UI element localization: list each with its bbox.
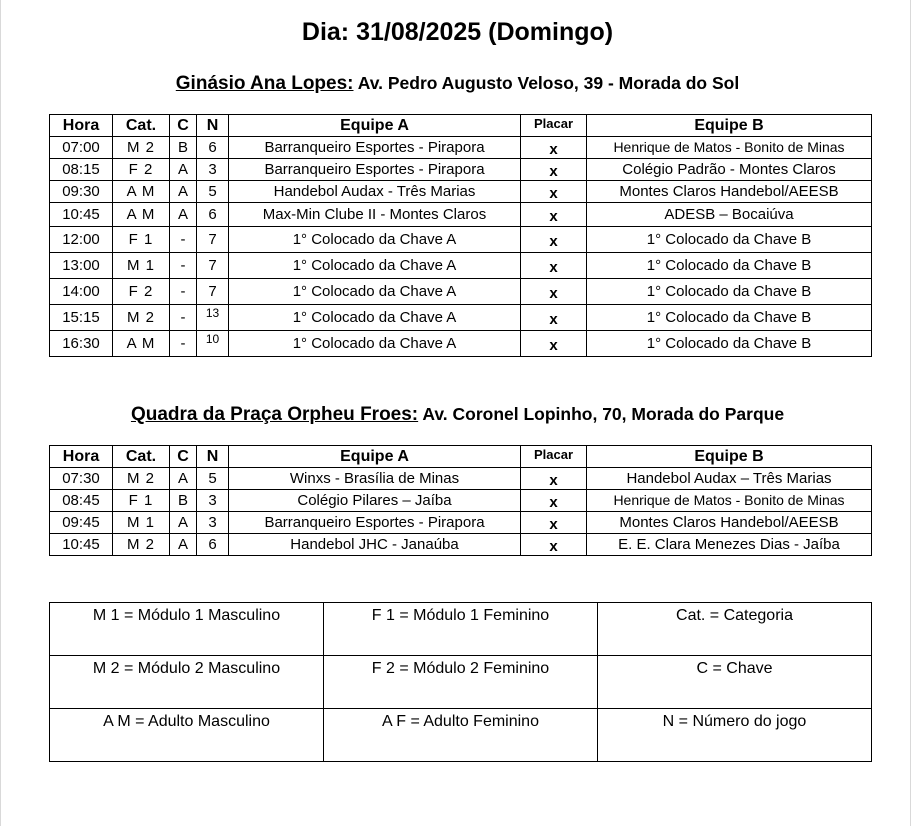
cell-numero: 7 xyxy=(197,279,229,305)
legend-cell: F 1 = Módulo 1 Feminino xyxy=(324,603,598,656)
legend-cell: Cat. = Categoria xyxy=(598,603,872,656)
cell-numero: 3 xyxy=(197,490,229,512)
legend-row xyxy=(50,656,872,709)
cell-equipe-a: 1° Colocado da Chave A xyxy=(229,253,521,279)
cell-chave: A xyxy=(170,159,197,181)
header-hora: Hora xyxy=(50,446,113,468)
cell-equipe-b: Henrique de Matos - Bonito de Minas xyxy=(587,490,872,512)
header-n: N xyxy=(197,115,229,137)
cell-chave: A xyxy=(170,534,197,556)
header-cat: Cat. xyxy=(113,115,170,137)
cell-hora: 08:15 xyxy=(50,159,113,181)
venue-1-address: Av. Pedro Augusto Veloso, 39 - Morada do Sol xyxy=(357,73,740,93)
table-header-row xyxy=(50,115,872,137)
cell-cat: A M xyxy=(113,203,170,227)
cell-placar: x xyxy=(521,534,587,556)
cell-equipe-b: 1° Colocado da Chave B xyxy=(587,253,872,279)
cell-placar: x xyxy=(521,203,587,227)
table-row xyxy=(50,159,872,181)
table-row xyxy=(50,534,872,556)
legend-cell: F 2 = Módulo 2 Feminino xyxy=(324,656,598,709)
cell-chave: A xyxy=(170,512,197,534)
cell-equipe-b: 1° Colocado da Chave B xyxy=(587,227,872,253)
cell-hora: 09:45 xyxy=(50,512,113,534)
cell-equipe-b: 1° Colocado da Chave B xyxy=(587,305,872,331)
cell-hora: 16:30 xyxy=(50,331,113,357)
cell-chave: - xyxy=(170,253,197,279)
legend-cell: M 1 = Módulo 1 Masculino xyxy=(50,603,324,656)
cell-equipe-a: Colégio Pilares – Jaíba xyxy=(229,490,521,512)
cell-chave: - xyxy=(170,279,197,305)
header-c: C xyxy=(170,446,197,468)
header-n: N xyxy=(197,446,229,468)
cell-cat: F 1 xyxy=(113,490,170,512)
cell-equipe-a: Winxs - Brasília de Minas xyxy=(229,468,521,490)
cell-numero: 7 xyxy=(197,253,229,279)
cell-equipe-b: Colégio Padrão - Montes Claros xyxy=(587,159,872,181)
cell-placar: x xyxy=(521,253,587,279)
cell-equipe-a: Max-Min Clube II - Montes Claros xyxy=(229,203,521,227)
page-title: Dia: 31/08/2025 (Domingo) xyxy=(301,18,614,46)
cell-placar: x xyxy=(521,512,587,534)
cell-equipe-a: Handebol JHC - Janaúba xyxy=(229,534,521,556)
venue-2-name: Quadra da Praça Orpheu Froes: xyxy=(130,404,419,425)
cell-chave: B xyxy=(170,490,197,512)
cell-placar: x xyxy=(521,305,587,331)
table-row xyxy=(50,331,872,357)
cell-cat: F 1 xyxy=(113,227,170,253)
cell-placar: x xyxy=(521,137,587,159)
cell-hora: 12:00 xyxy=(50,227,113,253)
cell-numero: 6 xyxy=(197,534,229,556)
header-placar: Placar xyxy=(521,446,587,468)
table-row xyxy=(50,203,872,227)
cell-equipe-b: 1° Colocado da Chave B xyxy=(587,279,872,305)
cell-chave: A xyxy=(170,181,197,203)
table-row xyxy=(50,279,872,305)
cell-numero: 5 xyxy=(197,181,229,203)
cell-placar: x xyxy=(521,279,587,305)
cell-equipe-b: Montes Claros Handebol/AEESB xyxy=(587,512,872,534)
cell-hora: 14:00 xyxy=(50,279,113,305)
cell-hora: 07:30 xyxy=(50,468,113,490)
cell-cat: M 2 xyxy=(113,468,170,490)
table-row xyxy=(50,137,872,159)
cell-cat: M 2 xyxy=(113,305,170,331)
cell-hora: 10:45 xyxy=(50,203,113,227)
table-row xyxy=(50,253,872,279)
venue-1-schedule-table xyxy=(49,114,872,357)
cell-hora: 13:00 xyxy=(50,253,113,279)
cell-equipe-a: Barranqueiro Esportes - Pirapora xyxy=(229,512,521,534)
table-row xyxy=(50,305,872,331)
legend-row xyxy=(50,603,872,656)
header-cat: Cat. xyxy=(113,446,170,468)
venue-2-heading xyxy=(1,404,913,426)
cell-hora: 08:45 xyxy=(50,490,113,512)
legend-row xyxy=(50,709,872,762)
cell-equipe-a: Barranqueiro Esportes - Pirapora xyxy=(229,137,521,159)
cell-numero: 3 xyxy=(197,159,229,181)
cell-chave: - xyxy=(170,331,197,357)
cell-placar: x xyxy=(521,227,587,253)
table-row xyxy=(50,181,872,203)
header-equipe-b: Equipe B xyxy=(587,446,872,468)
cell-hora: 15:15 xyxy=(50,305,113,331)
cell-equipe-a: Barranqueiro Esportes - Pirapora xyxy=(229,159,521,181)
cell-cat: M 2 xyxy=(113,534,170,556)
header-equipe-b: Equipe B xyxy=(587,115,872,137)
legend-cell: A M = Adulto Masculino xyxy=(50,709,324,762)
header-equipe-a: Equipe A xyxy=(229,446,521,468)
cell-numero: 7 xyxy=(197,227,229,253)
cell-hora: 09:30 xyxy=(50,181,113,203)
cell-equipe-b: Handebol Audax – Três Marias xyxy=(587,468,872,490)
cell-cat: F 2 xyxy=(113,279,170,305)
header-equipe-a: Equipe A xyxy=(229,115,521,137)
venue-1-name: Ginásio Ana Lopes: xyxy=(175,73,354,94)
cell-cat: M 1 xyxy=(113,253,170,279)
header-c: C xyxy=(170,115,197,137)
cell-numero: 6 xyxy=(197,203,229,227)
cell-cat: F 2 xyxy=(113,159,170,181)
cell-cat: M 1 xyxy=(113,512,170,534)
table-row xyxy=(50,512,872,534)
table-row xyxy=(50,468,872,490)
cell-placar: x xyxy=(521,331,587,357)
cell-placar: x xyxy=(521,490,587,512)
cell-equipe-b: Montes Claros Handebol/AEESB xyxy=(587,181,872,203)
cell-numero: 3 xyxy=(197,512,229,534)
cell-placar: x xyxy=(521,159,587,181)
table-row xyxy=(50,227,872,253)
cell-equipe-b: E. E. Clara Menezes Dias - Jaíba xyxy=(587,534,872,556)
venue-2-address: Av. Coronel Lopinho, 70, Morada do Parque xyxy=(422,404,785,424)
legend-table xyxy=(49,602,872,762)
cell-chave: A xyxy=(170,203,197,227)
cell-cat: A M xyxy=(113,331,170,357)
venue-2-schedule-table xyxy=(49,445,872,556)
cell-cat: A M xyxy=(113,181,170,203)
cell-cat: M 2 xyxy=(113,137,170,159)
cell-equipe-a: 1° Colocado da Chave A xyxy=(229,331,521,357)
legend-cell: N = Número do jogo xyxy=(598,709,872,762)
cell-chave: - xyxy=(170,227,197,253)
legend-cell: M 2 = Módulo 2 Masculino xyxy=(50,656,324,709)
header-hora: Hora xyxy=(50,115,113,137)
cell-numero: 6 xyxy=(197,137,229,159)
cell-equipe-b: 1° Colocado da Chave B xyxy=(587,331,872,357)
cell-numero: 10 xyxy=(197,331,229,357)
table-header-row xyxy=(50,446,872,468)
cell-hora: 10:45 xyxy=(50,534,113,556)
cell-equipe-a: 1° Colocado da Chave A xyxy=(229,305,521,331)
table-row xyxy=(50,490,872,512)
legend-cell: C = Chave xyxy=(598,656,872,709)
cell-chave: B xyxy=(170,137,197,159)
cell-placar: x xyxy=(521,468,587,490)
venue-1-heading xyxy=(1,73,913,95)
cell-numero: 13 xyxy=(197,305,229,331)
cell-equipe-a: 1° Colocado da Chave A xyxy=(229,279,521,305)
cell-equipe-b: ADESB – Bocaiúva xyxy=(587,203,872,227)
cell-numero: 5 xyxy=(197,468,229,490)
cell-placar: x xyxy=(521,181,587,203)
cell-equipe-a: 1° Colocado da Chave A xyxy=(229,227,521,253)
cell-chave: - xyxy=(170,305,197,331)
cell-chave: A xyxy=(170,468,197,490)
cell-hora: 07:00 xyxy=(50,137,113,159)
legend-cell: A F = Adulto Feminino xyxy=(324,709,598,762)
cell-equipe-a: Handebol Audax - Três Marias xyxy=(229,181,521,203)
cell-equipe-b: Henrique de Matos - Bonito de Minas xyxy=(587,137,872,159)
header-placar: Placar xyxy=(521,115,587,137)
